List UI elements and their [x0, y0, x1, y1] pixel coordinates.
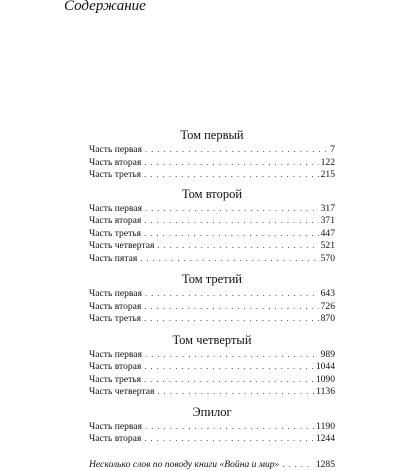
entry-page-number: 1136: [314, 386, 335, 399]
volume-title: Эпилог: [89, 405, 335, 421]
volume-title: Том второй: [89, 187, 335, 203]
dot-leader: [144, 169, 319, 182]
epilogue: [89, 405, 335, 446]
entry-label: Несколько слов по поводу книги «Война и мир»: [89, 459, 282, 471]
entry-page-number: 570: [319, 253, 335, 266]
toc-entry[interactable]: [89, 349, 335, 362]
dot-leader: [145, 203, 319, 216]
volume-4: [89, 333, 335, 399]
entry-page-number: 371: [319, 215, 335, 228]
entry-label: Часть первая: [89, 144, 145, 157]
entry-page-number: 317: [319, 203, 335, 216]
entry-page-number: 1285: [314, 459, 335, 471]
entry-label: Часть первая: [89, 203, 145, 216]
toc-entry[interactable]: [89, 228, 335, 241]
toc-entry[interactable]: [89, 253, 335, 266]
entry-page-number: 7: [328, 144, 335, 157]
toc-entry-afterword[interactable]: [89, 459, 335, 471]
entry-label: Часть первая: [89, 288, 145, 301]
toc-entry[interactable]: [89, 215, 335, 228]
volume-title: Том четвертый: [89, 333, 335, 349]
toc-entry[interactable]: [89, 157, 335, 170]
dot-leader: [145, 288, 319, 301]
toc-entry[interactable]: [89, 313, 335, 326]
dot-leader: [144, 301, 318, 314]
entry-page-number: 726: [319, 301, 335, 314]
toc-entry[interactable]: [89, 301, 335, 314]
dot-leader: [145, 144, 328, 157]
toc-entry[interactable]: [89, 203, 335, 216]
toc-entry[interactable]: [89, 169, 335, 182]
dot-leader: [157, 240, 318, 253]
entry-label: Часть вторая: [89, 301, 144, 314]
entry-label: Часть вторая: [89, 157, 144, 170]
toc-entry[interactable]: [89, 433, 335, 446]
entry-page-number: 521: [319, 240, 335, 253]
entry-label: Часть четвертая: [89, 240, 157, 253]
entry-page-number: 1044: [314, 361, 335, 374]
entry-page-number: 870: [319, 313, 335, 326]
entry-page-number: 447: [319, 228, 335, 241]
dot-leader: [144, 215, 318, 228]
entry-label: Часть первая: [89, 349, 145, 362]
dot-leader: [145, 349, 319, 362]
entry-label: Часть третья: [89, 169, 144, 182]
toc-entry[interactable]: [89, 361, 335, 374]
entry-page-number: 1244: [314, 433, 335, 446]
entry-page-number: 643: [319, 288, 335, 301]
volume-2: [89, 187, 335, 266]
entry-label: Часть третья: [89, 374, 144, 387]
dot-leader: [144, 228, 319, 241]
entry-label: Часть первая: [89, 421, 145, 434]
entry-label: Часть четвертая: [89, 386, 157, 399]
volume-title: Том первый: [89, 128, 335, 144]
entry-page-number: 215: [319, 169, 335, 182]
entry-label: Часть третья: [89, 228, 144, 241]
dot-leader: [157, 386, 314, 399]
toc-entry[interactable]: [89, 374, 335, 387]
volume-1: [89, 128, 335, 182]
entry-page-number: 1190: [314, 421, 335, 434]
toc-entry[interactable]: [89, 421, 335, 434]
entry-page-number: 122: [319, 157, 335, 170]
entry-label: Часть третья: [89, 313, 144, 326]
dot-leader: [144, 433, 313, 446]
afterword-section: [89, 459, 335, 471]
dot-leader: [144, 157, 318, 170]
toc-entry[interactable]: [89, 240, 335, 253]
dot-leader: [140, 253, 318, 266]
entry-label: Часть вторая: [89, 361, 144, 374]
entry-page-number: 1090: [314, 374, 335, 387]
entry-page-number: 989: [319, 349, 335, 362]
entry-label: Часть пятая: [89, 253, 140, 266]
dot-leader: [282, 459, 313, 471]
page-heading: Содержание: [64, 0, 146, 15]
dot-leader: [144, 374, 314, 387]
volume-3: [89, 272, 335, 326]
toc-entry[interactable]: [89, 386, 335, 399]
dot-leader: [145, 421, 314, 434]
entry-label: Часть вторая: [89, 215, 144, 228]
dot-leader: [144, 361, 313, 374]
dot-leader: [144, 313, 319, 326]
toc-entry[interactable]: [89, 288, 335, 301]
toc-entry[interactable]: [89, 144, 335, 157]
entry-label: Часть вторая: [89, 433, 144, 446]
volume-title: Том третий: [89, 272, 335, 288]
